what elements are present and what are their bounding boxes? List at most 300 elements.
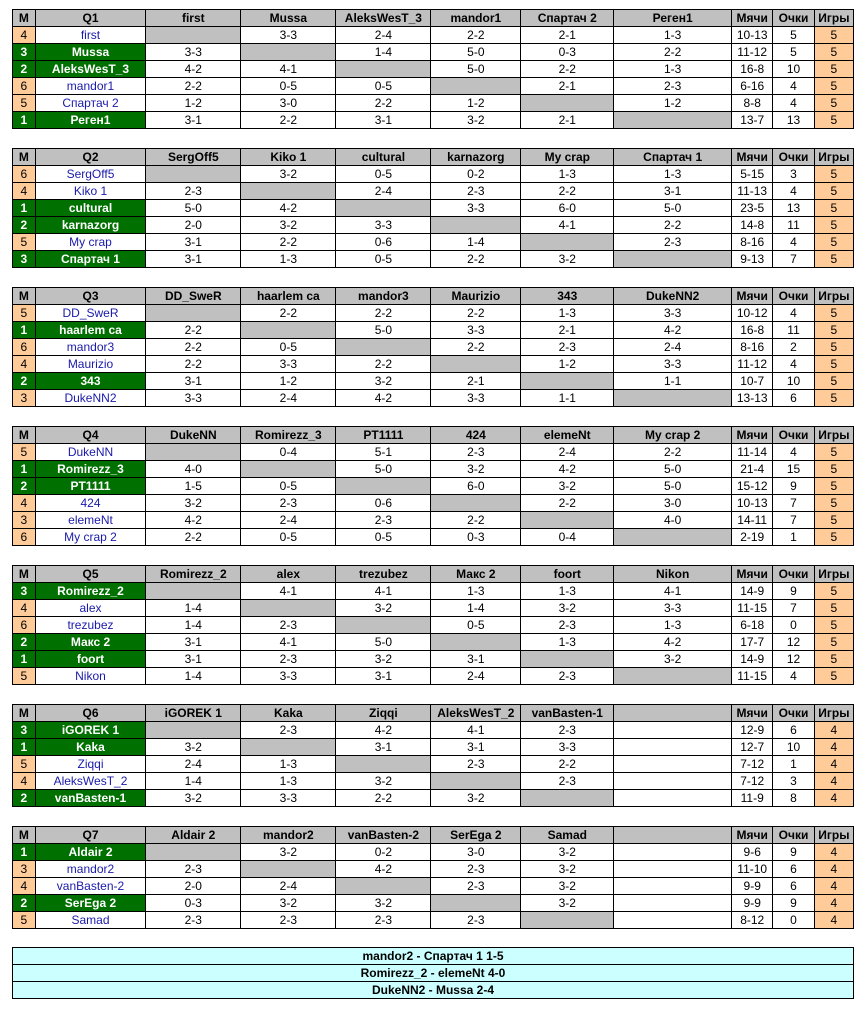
score-cell: 4-2	[146, 512, 241, 529]
self-match-cell	[614, 390, 732, 407]
team-name-cell: PT1111	[35, 478, 146, 495]
score-cell: 1-3	[241, 251, 336, 268]
team-name-cell: Aldair 2	[35, 844, 146, 861]
score-cell: 4-1	[431, 722, 521, 739]
score-cell: 2-2	[614, 44, 732, 61]
games-cell: 5	[814, 512, 853, 529]
games-cell: 5	[814, 112, 853, 129]
score-cell: 4-1	[614, 583, 732, 600]
team-name-cell: DD_SweR	[35, 305, 146, 322]
header-opponent: AleksWesT_2	[431, 705, 521, 722]
table-row	[13, 651, 854, 668]
self-match-cell	[336, 878, 431, 895]
self-match-cell	[336, 756, 431, 773]
team-name-cell: Спартач 1	[35, 251, 146, 268]
score-cell: 2-2	[146, 339, 241, 356]
points-cell: 15	[773, 461, 814, 478]
score-cell: 3-2	[146, 739, 241, 756]
score-cell: 3-1	[614, 183, 732, 200]
table-row	[13, 305, 854, 322]
header-pos: М	[13, 566, 36, 583]
header-group-name: Q2	[35, 149, 146, 166]
points-cell: 1	[773, 529, 814, 546]
team-name-cell: SerEga 2	[35, 895, 146, 912]
score-cell: 0-5	[336, 529, 431, 546]
score-cell: 3-2	[146, 790, 241, 807]
score-cell: 2-3	[521, 722, 614, 739]
score-cell: 3-3	[614, 356, 732, 373]
header-opponent: Romirezz_2	[146, 566, 241, 583]
self-match-cell	[521, 234, 614, 251]
position-cell: 6	[13, 166, 36, 183]
score-cell: 6-0	[521, 200, 614, 217]
match-results	[12, 947, 854, 999]
score-cell: 3-2	[336, 373, 431, 390]
standings-table	[12, 148, 854, 268]
table-row	[13, 444, 854, 461]
header-balls: Мячи	[732, 288, 773, 305]
score-cell: 2-3	[431, 878, 521, 895]
score-cell: 2-2	[146, 78, 241, 95]
games-cell: 4	[814, 756, 853, 773]
games-cell: 5	[814, 183, 853, 200]
score-cell: 2-2	[241, 112, 336, 129]
result-row: DukeNN2 - Mussa 2-4	[13, 982, 854, 999]
self-match-cell	[336, 200, 431, 217]
score-cell: 5-0	[431, 44, 521, 61]
position-cell: 4	[13, 773, 36, 790]
score-cell: 1-2	[431, 95, 521, 112]
points-cell: 4	[773, 183, 814, 200]
position-cell: 2	[13, 217, 36, 234]
score-cell: 3-1	[336, 112, 431, 129]
table-row	[13, 512, 854, 529]
self-match-cell	[614, 668, 732, 685]
balls-cell: 9-9	[732, 895, 773, 912]
games-cell: 5	[814, 27, 853, 44]
score-cell: 2-2	[614, 217, 732, 234]
header-games: Игры	[814, 566, 853, 583]
header-opponent: Mussa	[241, 10, 336, 27]
score-cell: 4-2	[241, 200, 336, 217]
position-cell: 5	[13, 305, 36, 322]
header-opponent: DukeNN2	[614, 288, 732, 305]
balls-cell: 16-8	[732, 61, 773, 78]
header-opponent: Samad	[521, 827, 614, 844]
balls-cell: 11-12	[732, 44, 773, 61]
score-cell: 2-3	[241, 651, 336, 668]
self-match-cell	[521, 512, 614, 529]
points-cell: 6	[773, 390, 814, 407]
header-opponent: foort	[521, 566, 614, 583]
position-cell: 5	[13, 95, 36, 112]
team-name-cell: Romirezz_3	[35, 461, 146, 478]
header-opponent: Макс 2	[431, 566, 521, 583]
team-name-cell: Romirezz_2	[35, 583, 146, 600]
balls-cell: 8-16	[732, 234, 773, 251]
self-match-cell	[241, 183, 336, 200]
position-cell: 5	[13, 444, 36, 461]
self-match-cell	[521, 95, 614, 112]
points-cell: 9	[773, 844, 814, 861]
score-cell: 4-2	[521, 461, 614, 478]
score-cell: 6-0	[431, 478, 521, 495]
score-cell: 1-5	[146, 478, 241, 495]
balls-cell: 2-19	[732, 529, 773, 546]
balls-cell: 5-15	[732, 166, 773, 183]
team-name-cell: DukeNN	[35, 444, 146, 461]
games-cell: 5	[814, 478, 853, 495]
group-q5	[12, 565, 854, 685]
balls-cell: 14-9	[732, 583, 773, 600]
points-cell: 13	[773, 112, 814, 129]
score-cell: 2-4	[336, 27, 431, 44]
score-cell: 5-0	[146, 200, 241, 217]
team-name-cell: alex	[35, 600, 146, 617]
position-cell: 4	[13, 600, 36, 617]
score-cell: 2-2	[336, 305, 431, 322]
score-cell: 2-3	[521, 617, 614, 634]
team-name-cell: trezubez	[35, 617, 146, 634]
table-row	[13, 844, 854, 861]
points-cell: 12	[773, 634, 814, 651]
points-cell: 6	[773, 878, 814, 895]
score-cell: 1-3	[241, 756, 336, 773]
team-name-cell: My crap	[35, 234, 146, 251]
score-cell: 3-2	[241, 166, 336, 183]
table-row	[13, 251, 854, 268]
points-cell: 7	[773, 600, 814, 617]
self-match-cell	[614, 251, 732, 268]
balls-cell: 6-16	[732, 78, 773, 95]
header-balls: Мячи	[732, 427, 773, 444]
standings-table	[12, 704, 854, 807]
games-cell: 4	[814, 773, 853, 790]
header-pos: М	[13, 288, 36, 305]
score-cell: 1-3	[614, 617, 732, 634]
table-row	[13, 790, 854, 807]
score-cell: 4-2	[146, 61, 241, 78]
position-cell: 1	[13, 739, 36, 756]
position-cell: 5	[13, 234, 36, 251]
self-match-cell	[146, 844, 241, 861]
games-cell: 4	[814, 722, 853, 739]
score-cell: 2-2	[521, 61, 614, 78]
standings-table	[12, 826, 854, 929]
self-match-cell	[431, 217, 521, 234]
header-points: Очки	[773, 705, 814, 722]
team-name-cell: Mussa	[35, 44, 146, 61]
score-cell: 0-5	[431, 617, 521, 634]
team-name-cell: Ziqqi	[35, 756, 146, 773]
score-cell: 2-1	[521, 322, 614, 339]
table-row	[13, 912, 854, 929]
standings-table	[12, 287, 854, 407]
score-cell: 2-3	[336, 912, 431, 929]
score-cell: 1-2	[521, 356, 614, 373]
team-name-cell: Maurizio	[35, 356, 146, 373]
score-cell: 1-4	[336, 44, 431, 61]
points-cell: 10	[773, 373, 814, 390]
header-opponent: Maurizio	[431, 288, 521, 305]
balls-cell: 11-14	[732, 444, 773, 461]
points-cell: 1	[773, 756, 814, 773]
header-opponent: Спартач 1	[614, 149, 732, 166]
score-cell: 2-2	[431, 339, 521, 356]
score-cell: 2-1	[521, 78, 614, 95]
score-cell: 3-1	[336, 739, 431, 756]
games-cell: 4	[814, 912, 853, 929]
score-cell: 3-3	[431, 200, 521, 217]
score-cell: 4-2	[614, 634, 732, 651]
score-cell: 2-3	[431, 756, 521, 773]
score-cell: 3-3	[614, 305, 732, 322]
score-cell: 2-4	[336, 183, 431, 200]
score-cell: 2-2	[431, 27, 521, 44]
table-row	[13, 583, 854, 600]
table-row	[13, 356, 854, 373]
score-cell: 0-3	[146, 895, 241, 912]
self-match-cell	[146, 583, 241, 600]
header-group-name: Q3	[35, 288, 146, 305]
score-cell: 2-3	[431, 183, 521, 200]
games-cell: 4	[814, 861, 853, 878]
score-cell: 3-3	[336, 217, 431, 234]
score-cell: 2-1	[521, 112, 614, 129]
table-row	[13, 112, 854, 129]
header-opponent: trezubez	[336, 566, 431, 583]
points-cell: 12	[773, 651, 814, 668]
position-cell: 1	[13, 200, 36, 217]
table-row	[13, 722, 854, 739]
score-cell: 2-2	[336, 790, 431, 807]
header-group-name: Q4	[35, 427, 146, 444]
self-match-cell	[521, 912, 614, 929]
score-cell: 5-0	[614, 461, 732, 478]
score-cell: 5-0	[336, 634, 431, 651]
self-match-cell	[241, 322, 336, 339]
balls-cell: 17-7	[732, 634, 773, 651]
table-row	[13, 600, 854, 617]
score-cell	[614, 756, 732, 773]
table-row	[13, 373, 854, 390]
header-opponent: Nikon	[614, 566, 732, 583]
score-cell: 3-2	[521, 895, 614, 912]
team-name-cell: cultural	[35, 200, 146, 217]
balls-cell: 11-15	[732, 668, 773, 685]
balls-cell: 14-11	[732, 512, 773, 529]
header-opponent: SerEga 2	[431, 827, 521, 844]
score-cell: 2-2	[336, 95, 431, 112]
score-cell: 3-3	[431, 390, 521, 407]
score-cell: 0-5	[241, 339, 336, 356]
score-cell: 2-2	[521, 495, 614, 512]
score-cell: 3-2	[146, 495, 241, 512]
balls-cell: 9-13	[732, 251, 773, 268]
header-opponent	[614, 705, 732, 722]
score-cell: 3-1	[146, 651, 241, 668]
score-cell: 2-4	[241, 878, 336, 895]
header-balls: Мячи	[732, 10, 773, 27]
score-cell: 3-1	[146, 634, 241, 651]
points-cell: 4	[773, 78, 814, 95]
table-row	[13, 461, 854, 478]
team-name-cell: Samad	[35, 912, 146, 929]
team-name-cell: Nikon	[35, 668, 146, 685]
table-row	[13, 617, 854, 634]
games-cell: 5	[814, 61, 853, 78]
points-cell: 10	[773, 739, 814, 756]
score-cell: 0-5	[241, 78, 336, 95]
position-cell: 3	[13, 512, 36, 529]
score-cell: 3-2	[614, 651, 732, 668]
games-cell: 5	[814, 529, 853, 546]
header-opponent: Aldair 2	[146, 827, 241, 844]
balls-cell: 11-10	[732, 861, 773, 878]
games-cell: 4	[814, 895, 853, 912]
score-cell: 2-3	[431, 912, 521, 929]
games-cell: 5	[814, 600, 853, 617]
self-match-cell	[146, 722, 241, 739]
score-cell: 2-3	[431, 444, 521, 461]
header-balls: Мячи	[732, 827, 773, 844]
points-cell: 6	[773, 722, 814, 739]
score-cell: 2-2	[614, 444, 732, 461]
balls-cell: 13-13	[732, 390, 773, 407]
score-cell: 3-3	[146, 390, 241, 407]
table-row	[13, 183, 854, 200]
balls-cell: 10-7	[732, 373, 773, 390]
self-match-cell	[241, 600, 336, 617]
score-cell: 5-0	[336, 322, 431, 339]
score-cell	[614, 895, 732, 912]
header-games: Игры	[814, 149, 853, 166]
header-opponent: AleksWesT_3	[336, 10, 431, 27]
points-cell: 13	[773, 200, 814, 217]
table-row	[13, 895, 854, 912]
score-cell: 3-2	[521, 844, 614, 861]
header-opponent: elemeNt	[521, 427, 614, 444]
position-cell: 6	[13, 529, 36, 546]
points-cell: 0	[773, 617, 814, 634]
table-row	[13, 217, 854, 234]
score-cell: 2-3	[521, 339, 614, 356]
points-cell: 4	[773, 234, 814, 251]
position-cell: 1	[13, 651, 36, 668]
team-name-cell: Kaka	[35, 739, 146, 756]
table-row	[13, 78, 854, 95]
table-row	[13, 27, 854, 44]
table-row	[13, 234, 854, 251]
score-cell: 2-2	[431, 512, 521, 529]
points-cell: 4	[773, 305, 814, 322]
self-match-cell	[431, 773, 521, 790]
score-cell: 1-3	[614, 27, 732, 44]
score-cell: 4-1	[241, 583, 336, 600]
table-row	[13, 44, 854, 61]
team-name-cell: My crap 2	[35, 529, 146, 546]
points-cell: 7	[773, 251, 814, 268]
points-cell: 2	[773, 339, 814, 356]
score-cell: 3-3	[241, 790, 336, 807]
table-row	[13, 668, 854, 685]
score-cell: 2-4	[431, 668, 521, 685]
balls-cell: 14-9	[732, 651, 773, 668]
score-cell: 3-1	[146, 112, 241, 129]
points-cell: 10	[773, 61, 814, 78]
self-match-cell	[241, 461, 336, 478]
group-q2	[12, 148, 854, 268]
score-cell: 3-1	[146, 373, 241, 390]
group-q3	[12, 287, 854, 407]
games-cell: 5	[814, 668, 853, 685]
team-name-cell: 343	[35, 373, 146, 390]
score-cell: 2-2	[241, 305, 336, 322]
header-points: Очки	[773, 288, 814, 305]
score-cell: 1-3	[431, 583, 521, 600]
header-pos: М	[13, 827, 36, 844]
team-name-cell: 424	[35, 495, 146, 512]
team-name-cell: mandor2	[35, 861, 146, 878]
score-cell	[614, 790, 732, 807]
header-opponent: DD_SweR	[146, 288, 241, 305]
table-row	[13, 478, 854, 495]
score-cell: 3-2	[336, 600, 431, 617]
self-match-cell	[431, 78, 521, 95]
self-match-cell	[431, 356, 521, 373]
header-points: Очки	[773, 566, 814, 583]
balls-cell: 6-18	[732, 617, 773, 634]
self-match-cell	[146, 27, 241, 44]
position-cell: 6	[13, 339, 36, 356]
points-cell: 8	[773, 790, 814, 807]
position-cell: 3	[13, 44, 36, 61]
header-games: Игры	[814, 288, 853, 305]
score-cell	[614, 861, 732, 878]
score-cell	[614, 722, 732, 739]
balls-cell: 8-16	[732, 339, 773, 356]
header-opponent: iGOREK 1	[146, 705, 241, 722]
score-cell: 0-4	[521, 529, 614, 546]
position-cell: 5	[13, 756, 36, 773]
score-cell: 2-2	[521, 183, 614, 200]
position-cell: 2	[13, 790, 36, 807]
group-q7	[12, 826, 854, 929]
score-cell: 3-3	[146, 44, 241, 61]
header-opponent: karnazorg	[431, 149, 521, 166]
points-cell: 11	[773, 322, 814, 339]
points-cell: 9	[773, 478, 814, 495]
score-cell: 1-1	[521, 390, 614, 407]
self-match-cell	[521, 651, 614, 668]
score-cell: 3-1	[336, 668, 431, 685]
score-cell: 1-4	[146, 617, 241, 634]
score-cell: 1-3	[521, 166, 614, 183]
header-balls: Мячи	[732, 149, 773, 166]
team-name-cell: Реген1	[35, 112, 146, 129]
table-row	[13, 95, 854, 112]
score-cell: 0-5	[241, 529, 336, 546]
score-cell: 2-2	[146, 322, 241, 339]
score-cell: 3-0	[431, 844, 521, 861]
header-games: Игры	[814, 427, 853, 444]
position-cell: 1	[13, 461, 36, 478]
games-cell: 4	[814, 790, 853, 807]
score-cell: 2-4	[521, 444, 614, 461]
balls-cell: 13-7	[732, 112, 773, 129]
score-cell: 2-3	[241, 617, 336, 634]
result-row: Romirezz_2 - elemeNt 4-0	[13, 965, 854, 982]
